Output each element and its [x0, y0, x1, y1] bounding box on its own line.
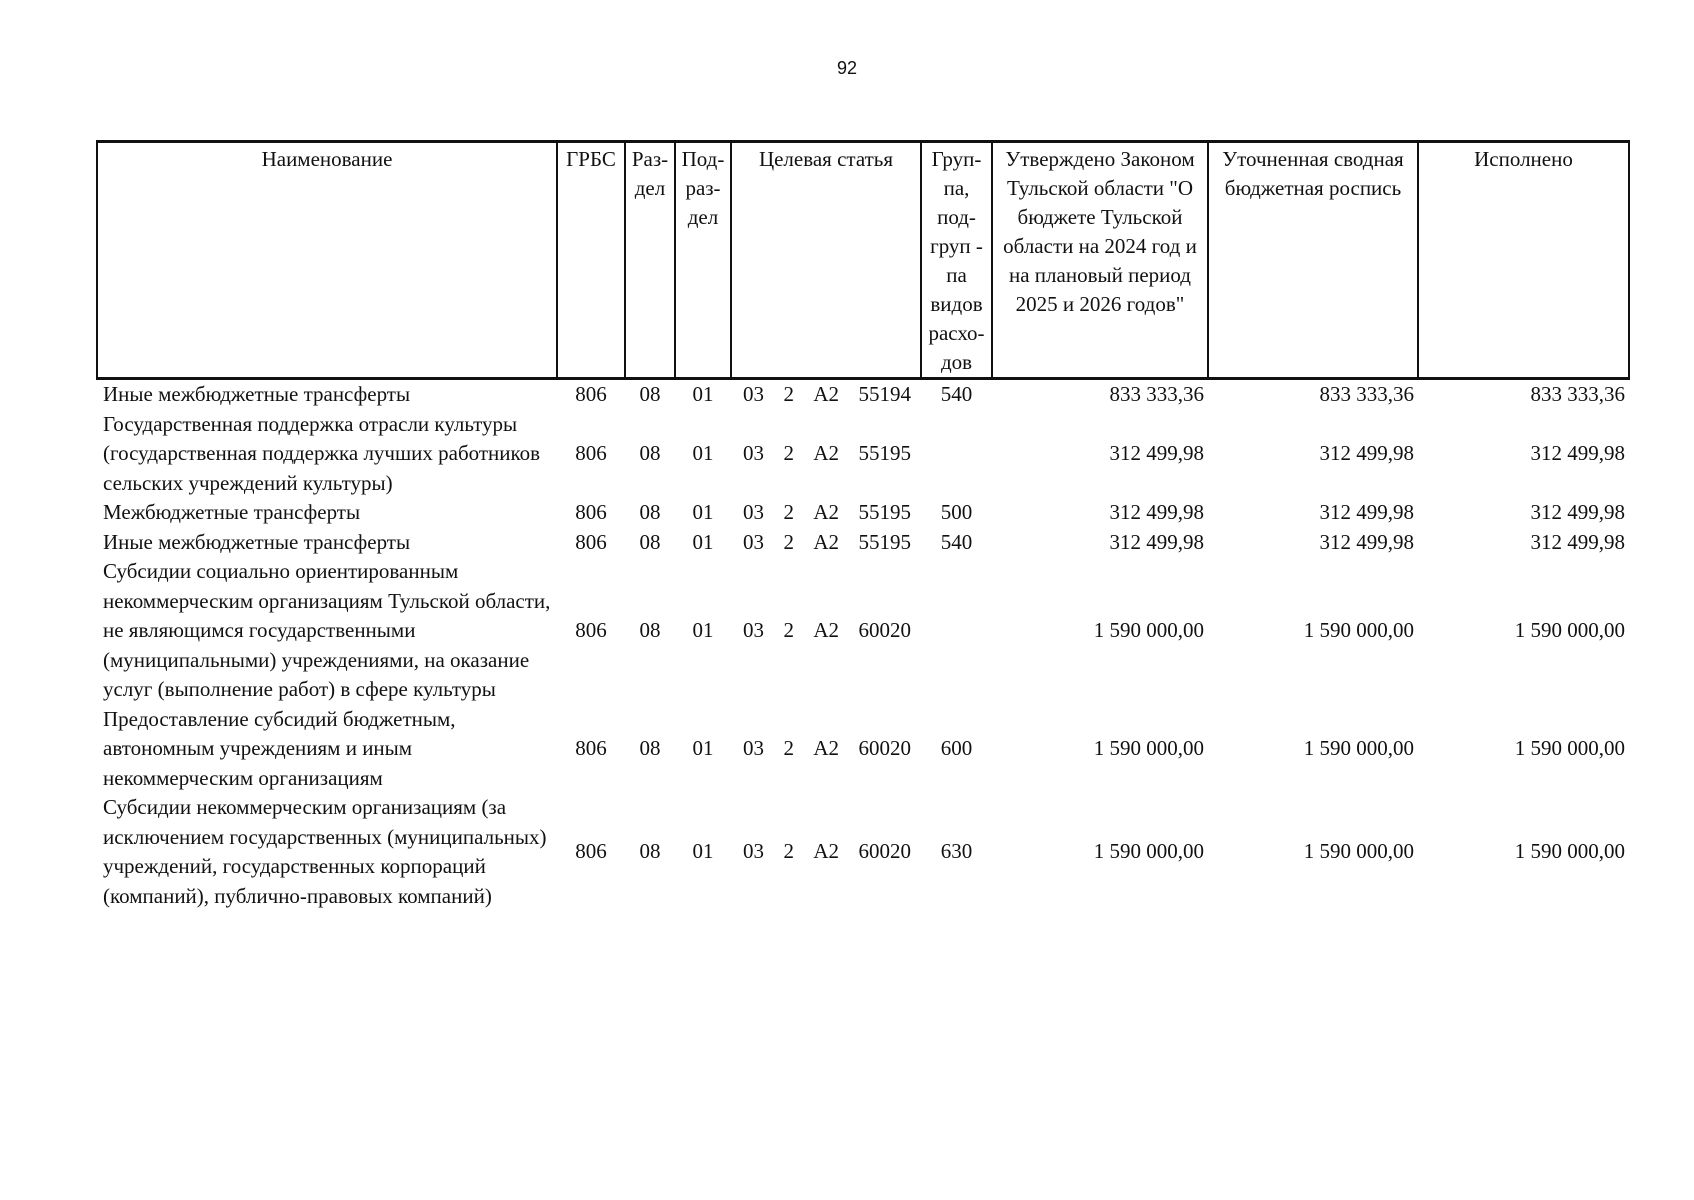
row-utochnennaya: 312 499,98: [1319, 529, 1414, 554]
row-podrazdel: 01: [692, 736, 714, 760]
row-celevaya-part: 03: [743, 529, 764, 554]
row-grbs: 806: [575, 529, 607, 554]
row-podrazdel: 01: [692, 618, 714, 642]
page-number: 92: [836, 58, 858, 78]
row-ispolneno: 1 590 000,00: [1514, 839, 1625, 864]
row-razdel: 08: [639, 382, 661, 406]
row-razdel: 08: [639, 736, 661, 760]
table-row: [97, 410, 1629, 499]
row-celevaya-part: А2: [813, 529, 840, 554]
header-grbs: ГРБС: [557, 142, 625, 379]
table-row: [97, 498, 1629, 528]
header-razdel: Раз-дел: [625, 142, 675, 379]
row-celevaya-statya: [731, 557, 921, 705]
row-gruppa: 630: [940, 839, 973, 864]
row-ispolneno: 312 499,98: [1530, 500, 1625, 524]
row-utverzhdeno: 1 590 000,00: [1093, 736, 1204, 760]
row-utverzhdeno: 312 499,98: [1109, 500, 1204, 524]
row-gruppa: 500: [940, 500, 973, 524]
row-utochnennaya: 1 590 000,00: [1303, 839, 1414, 864]
row-utochnennaya: 312 499,98: [1319, 500, 1414, 524]
row-ispolneno: 1 590 000,00: [1514, 736, 1625, 760]
table-row: [97, 705, 1629, 794]
row-celevaya-statya: [731, 528, 921, 558]
row-celevaya-part: 2: [783, 529, 794, 554]
row-name: Иные межбюджетные трансферты: [103, 382, 411, 406]
table-body: [97, 379, 1629, 912]
row-celevaya-statya: [731, 705, 921, 794]
row-celevaya-part: А2: [813, 382, 840, 406]
row-celevaya-statya: [731, 793, 921, 911]
row-celevaya-part: 03: [743, 382, 764, 406]
row-celevaya-part: 03: [743, 839, 764, 864]
row-utochnennaya: 1 590 000,00: [1303, 618, 1414, 642]
row-gruppa: [921, 410, 992, 499]
header-ispolneno: Исполнено: [1418, 142, 1629, 379]
table-row: [97, 793, 1629, 911]
row-celevaya-part: 03: [743, 441, 764, 465]
row-utverzhdeno: 312 499,98: [1109, 441, 1204, 465]
header-utverzhdeno: Утверждено Законом Тульской области "О бюджете Тульской области на 2024 год и на плановый период 2025 и 2026 годов": [992, 142, 1208, 379]
row-podrazdel: 01: [692, 529, 714, 554]
row-gruppa: 600: [940, 736, 973, 760]
table-header: [97, 142, 1629, 379]
row-podrazdel: 01: [692, 382, 714, 406]
row-celevaya-statya: [731, 379, 921, 410]
row-grbs: 806: [575, 500, 607, 524]
row-celevaya-statya: [731, 410, 921, 499]
row-celevaya-part: 03: [743, 736, 764, 760]
row-grbs: 806: [575, 441, 607, 465]
row-name: Иные межбюджетные трансферты: [103, 529, 411, 554]
header-celevaya-statya: Целевая статья: [731, 142, 921, 379]
row-razdel: 08: [639, 618, 661, 642]
row-ispolneno: 312 499,98: [1530, 529, 1625, 554]
row-utochnennaya: 1 590 000,00: [1303, 736, 1414, 760]
row-utverzhdeno: 1 590 000,00: [1093, 839, 1204, 864]
row-celevaya-part: 2: [783, 441, 794, 465]
row-celevaya-part: 2: [783, 500, 794, 524]
header-podrazdel: Под-раз-дел: [675, 142, 731, 379]
row-utochnennaya: 833 333,36: [1319, 382, 1414, 406]
row-gruppa: 540: [940, 529, 973, 554]
budget-table: [96, 140, 1630, 911]
row-name: Предоставление субсидий бюджетным, автономным учреждениям и иным некоммерческим организациям: [103, 706, 456, 790]
row-celevaya-part: 03: [743, 500, 764, 524]
row-name: Межбюджетные трансферты: [103, 500, 361, 524]
row-celevaya-part: А2: [813, 839, 840, 864]
row-utverzhdeno: 833 333,36: [1109, 382, 1204, 406]
row-razdel: 08: [639, 441, 661, 465]
row-razdel: 08: [639, 529, 661, 554]
row-name: Субсидии социально ориентированным некоммерческим организациям Тульской области, не являющимся государственными (муниципальными) учреждениями, на оказание услуг (выполнение работ) в сфере культуры: [103, 559, 551, 701]
row-utochnennaya: 312 499,98: [1319, 441, 1414, 465]
row-grbs: 806: [575, 839, 607, 864]
row-utverzhdeno: 1 590 000,00: [1093, 618, 1204, 642]
row-celevaya-part: 2: [783, 736, 794, 760]
row-celevaya-part: А2: [813, 618, 840, 642]
row-ispolneno: 1 590 000,00: [1514, 618, 1625, 642]
row-celevaya-part: 60020: [858, 618, 911, 642]
row-celevaya-part: 55195: [858, 529, 911, 554]
header-name: Наименование: [97, 142, 557, 379]
row-celevaya-part: А2: [813, 441, 840, 465]
row-grbs: 806: [575, 736, 607, 760]
row-gruppa: 540: [940, 382, 973, 406]
row-celevaya-part: 2: [783, 382, 794, 406]
row-celevaya-part: 60020: [858, 736, 911, 760]
row-podrazdel: 01: [692, 441, 714, 465]
header-utochnennaya-rospis: Уточненная сводная бюджетная роспись: [1208, 142, 1418, 379]
row-name: Субсидии некоммерческим организациям (за исключением государственных (муниципальных) учреждений, государственных корпораций (компаний), публично-правовых компаний): [103, 795, 547, 908]
row-celevaya-part: 2: [783, 839, 794, 864]
row-utverzhdeno: 312 499,98: [1109, 529, 1204, 554]
row-celevaya-statya: [731, 498, 921, 528]
row-celevaya-part: А2: [813, 736, 840, 760]
row-celevaya-part: 55195: [858, 441, 911, 465]
row-celevaya-part: 55194: [858, 382, 911, 406]
table-row: [97, 379, 1629, 410]
row-celevaya-part: 60020: [858, 839, 911, 864]
table-row: [97, 528, 1629, 558]
row-celevaya-part: А2: [813, 500, 840, 524]
row-podrazdel: 01: [692, 839, 714, 864]
row-ispolneno: 833 333,36: [1530, 382, 1625, 406]
row-gruppa: [921, 557, 992, 705]
row-podrazdel: 01: [692, 500, 714, 524]
row-celevaya-part: 2: [783, 618, 794, 642]
row-celevaya-part: 03: [743, 618, 764, 642]
row-grbs: 806: [575, 618, 607, 642]
header-gruppa-vidov-rashodov: Груп-па, под-груп - па видов расхо-дов: [921, 142, 992, 379]
row-name: Государственная поддержка отрасли культуры (государственная поддержка лучших работников сельских учреждений культуры): [103, 411, 541, 495]
row-grbs: 806: [575, 382, 607, 406]
row-celevaya-part: 55195: [858, 500, 911, 524]
row-ispolneno: 312 499,98: [1530, 441, 1625, 465]
row-razdel: 08: [639, 839, 661, 864]
table-row: [97, 557, 1629, 705]
row-razdel: 08: [639, 500, 661, 524]
